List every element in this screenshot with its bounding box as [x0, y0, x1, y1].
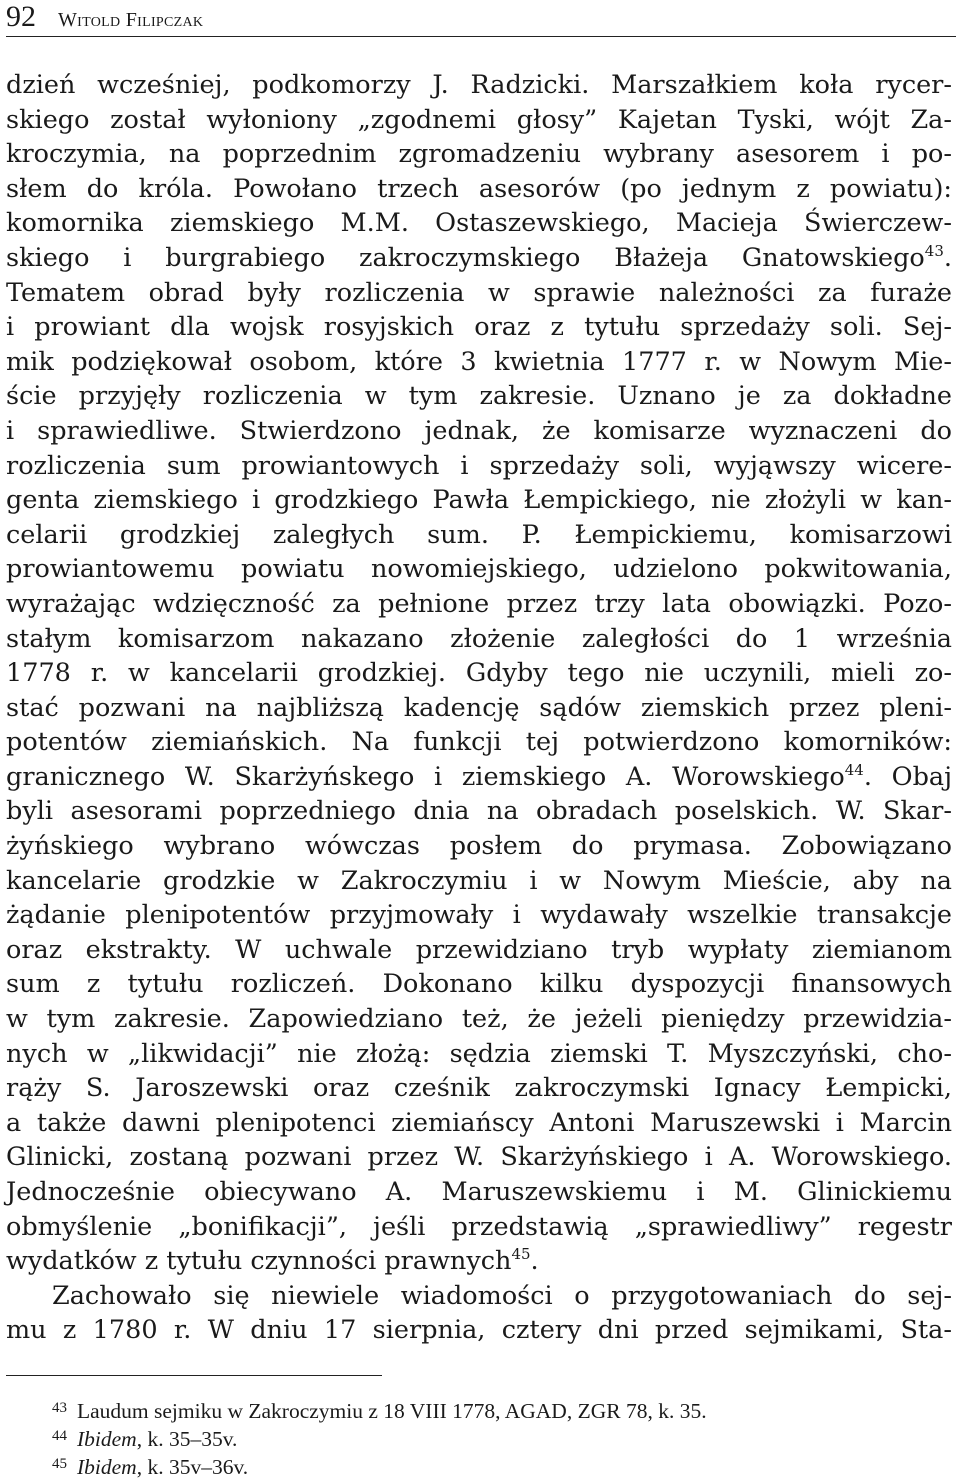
- footnote-number: 44: [52, 1428, 67, 1444]
- text-line: [6, 967, 952, 1002]
- footnote-text: , k. 35–35v.: [136, 1427, 238, 1451]
- line-text: potentów ziemiańskich. Na funkcji tej potwierdzono komorników:: [6, 727, 952, 758]
- line-text: prowiantowemu powiatu nowomiejskiego, udzielono pokwitowania,: [6, 554, 952, 585]
- text-line: [6, 1106, 952, 1141]
- line-text: ście przyjęły rozliczenia w tym zakresie. Uznano je za dokładne: [6, 381, 952, 412]
- footnotes: [52, 1394, 952, 1478]
- line-text: komornika ziemskiego M.M. Ostaszewskiego, Macieja Świerczew-: [6, 208, 952, 239]
- text-line: [6, 656, 952, 691]
- footnote-ref[interactable]: 45: [511, 1245, 531, 1264]
- line-text: słem do króla. Powołano trzech asesorów (po jednym z powiatu):: [6, 173, 952, 204]
- text-line: [6, 794, 952, 829]
- line-text: dzień wcześniej, podkomorzy J. Radzicki. Marszałkiem koła rycer-: [6, 70, 952, 100]
- line-text: skiego został wyłoniony „zgodnemi głosy” Kajetan Tyski, wójt Za-: [6, 104, 952, 135]
- line-text: granicznego W. Skarżyńskego i ziemskiego A. Worowskiego: [6, 761, 845, 792]
- line-text: obmyślenie „bonifikacji”, jeśli przedstawią „sprawiedliwy” regestr: [6, 1211, 952, 1242]
- text-line: [6, 552, 952, 587]
- text-line: [6, 933, 952, 968]
- footnote-ref[interactable]: 44: [844, 760, 864, 779]
- line-text: nych w „likwidacji” nie złożą: sędzia ziemski T. Myszczyński, cho-: [6, 1038, 952, 1069]
- footnote: [52, 1450, 952, 1478]
- line-text: i sprawiedliwe. Stwierdzono jednak, że komisarze wyznaczeni do: [6, 415, 952, 446]
- text-line: [6, 587, 952, 622]
- text-line: [6, 691, 952, 726]
- text-line: [6, 241, 952, 276]
- text-line: [6, 1279, 952, 1314]
- text-line: [6, 68, 952, 103]
- line-text: wyrażając wdzięczność za pełnione przez trzy lata obowiązki. Pozo-: [6, 588, 952, 619]
- line-text: stałym komisarzom nakazano złożenie zaległości do 1 września: [6, 623, 952, 654]
- page-number: 92: [6, 0, 36, 33]
- text-line: [6, 414, 952, 449]
- line-text: rozliczenia sum prowiantowych i sprzedaży soli, wyjąwszy wicere-: [6, 450, 952, 481]
- footnote: [52, 1422, 952, 1450]
- line-text: a także dawni plenipotenci ziemiańscy Antoni Maruszewski i Marcin: [6, 1107, 952, 1138]
- line-text: kroczymia, na poprzednim zgromadzeniu wybrany asesorem i po-: [6, 139, 952, 170]
- line-text: kancelarie grodzkie w Zakroczymiu i w Nowym Mieście, aby na: [6, 865, 952, 896]
- text-line: [6, 103, 952, 138]
- text-line: [6, 310, 952, 345]
- text-line: [6, 1071, 952, 1106]
- text-line: [6, 276, 952, 311]
- line-text: Glinicki, zostaną pozwani przez W. Skarżyńskiego i A. Worowskiego.: [6, 1142, 952, 1173]
- page-header: [6, 0, 956, 37]
- text-line: [6, 1037, 952, 1072]
- line-text: byli asesorami poprzedniego dnia na obradach poselskich. W. Skar-: [6, 796, 952, 827]
- text-line: [6, 172, 952, 207]
- text-line: [6, 898, 952, 933]
- text-line: [6, 1140, 952, 1175]
- text-line: [6, 760, 952, 795]
- line-text: w tym zakresie. Zapowiedziano też, że jeżeli pieniędzy przewidzia-: [6, 1004, 952, 1035]
- line-text-after: . Obaj: [863, 761, 952, 792]
- line-text: mu z 1780 r. W dniu 17 sierpnia, cztery dni przed sejmikami, Sta-: [6, 1315, 952, 1346]
- line-text: sum z tytułu rozliczeń. Dokonano kilku dyspozycji finansowych: [6, 969, 952, 1000]
- footnote-number: 43: [52, 1400, 67, 1416]
- line-text: Zachowało się niewiele wiadomości o przygotowaniach do sej-: [52, 1280, 952, 1311]
- text-line: [6, 1244, 952, 1279]
- text-line: [6, 137, 952, 172]
- text-line: [6, 206, 952, 241]
- footnote: [52, 1394, 952, 1422]
- line-text: 1778 r. w kancelarii grodzkiej. Gdyby tego nie uczynili, mieli zo-: [6, 658, 952, 689]
- running-head: Witold Filipczak: [58, 9, 204, 31]
- footnote-text: Laudum sejmiku w Zakroczymiu z 18 VIII 1778, AGAD, ZGR 78, k. 35.: [77, 1399, 707, 1423]
- text-line: [6, 864, 952, 899]
- line-text: Jednocześnie obiecywano A. Maruszewskiemu i M. Glinickiemu: [6, 1177, 952, 1207]
- text-line: [6, 622, 952, 657]
- footnote-number: 45: [52, 1456, 67, 1472]
- footnote-italic: Ibidem: [77, 1455, 137, 1479]
- text-line: [6, 518, 952, 553]
- text-line: [6, 1210, 952, 1245]
- line-text: Tematem obrad były rozliczenia w sprawie należności za furaże: [6, 277, 952, 308]
- line-text: mik podziękował osobom, które 3 kwietnia 1777 r. w Nowym Mie-: [6, 346, 952, 377]
- text-line: [6, 449, 952, 484]
- line-text: żyńskiego wybrano wówczas posłem do prymasa. Zobowiązano: [6, 831, 952, 862]
- text-line: [6, 725, 952, 760]
- footnote-ref[interactable]: 43: [924, 241, 944, 260]
- line-text: wydatków z tytułu czynności prawnych: [6, 1246, 512, 1277]
- text-line: [6, 829, 952, 864]
- text-line: [6, 1175, 952, 1210]
- footnote-text: , k. 35v–36v.: [136, 1455, 249, 1479]
- line-text: żądanie plenipotentów przyjmowały i wydawały wszelkie transakcje: [6, 900, 952, 931]
- footnote-rule: [6, 1375, 382, 1376]
- line-text: i prowiant dla wojsk rosyjskich oraz z tytułu sprzedaży soli. Sej-: [6, 312, 952, 343]
- text-line: [6, 1002, 952, 1037]
- line-text: genta ziemskiego i grodzkiego Pawła Łempickiego, nie złożyli w kan-: [6, 485, 952, 516]
- line-text: celarii grodzkiej zaległych sum. P. Łempickiemu, komisarzowi: [6, 519, 952, 550]
- text-line: [6, 345, 952, 380]
- text-line: [6, 379, 952, 414]
- text-line: [6, 483, 952, 518]
- line-text: stać pozwani na najbliższą kadencję sądów ziemskich przez pleni-: [6, 692, 952, 723]
- line-text-after: .: [943, 242, 952, 273]
- line-text: rąży S. Jaroszewski oraz cześnik zakroczymski Ignacy Łempicki,: [6, 1073, 952, 1104]
- footnote-italic: Ibidem: [77, 1427, 137, 1451]
- text-line: [6, 1313, 952, 1348]
- line-text: oraz ekstrakty. W uchwale przewidziano tryb wypłaty ziemianom: [6, 934, 952, 965]
- body-text: [6, 68, 952, 1348]
- line-text-after: .: [530, 1246, 539, 1277]
- line-text: skiego i burgrabiego zakroczymskiego Błażeja Gnatowskiego: [6, 242, 925, 273]
